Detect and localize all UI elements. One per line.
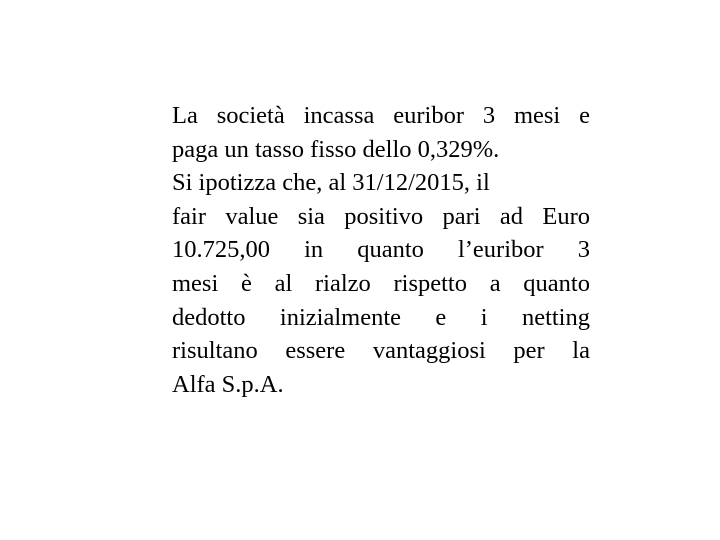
text-line: La società incassa euribor 3 mesi e bbox=[172, 102, 590, 129]
text-line: Alfa S.p.A. bbox=[172, 370, 284, 398]
text-line: 10.725,00 in quanto l’euribor 3 bbox=[172, 236, 590, 264]
paragraph-fair-value bbox=[172, 166, 590, 401]
text-line: dedotto inizialmente e i netting bbox=[172, 303, 590, 331]
text-line: mesi è al rialzo rispetto a quanto bbox=[172, 269, 590, 297]
body-text bbox=[172, 99, 590, 401]
text-line: paga un tasso fisso dello 0,329%. bbox=[172, 135, 500, 163]
text-line: fair value sia positivo pari ad Euro bbox=[172, 202, 590, 230]
text-line: Si ipotizza che, al 31/12/2015, il bbox=[172, 169, 490, 197]
paragraph-swap-terms bbox=[172, 99, 590, 166]
text-line: risultano essere vantaggiosi per la bbox=[172, 337, 590, 365]
